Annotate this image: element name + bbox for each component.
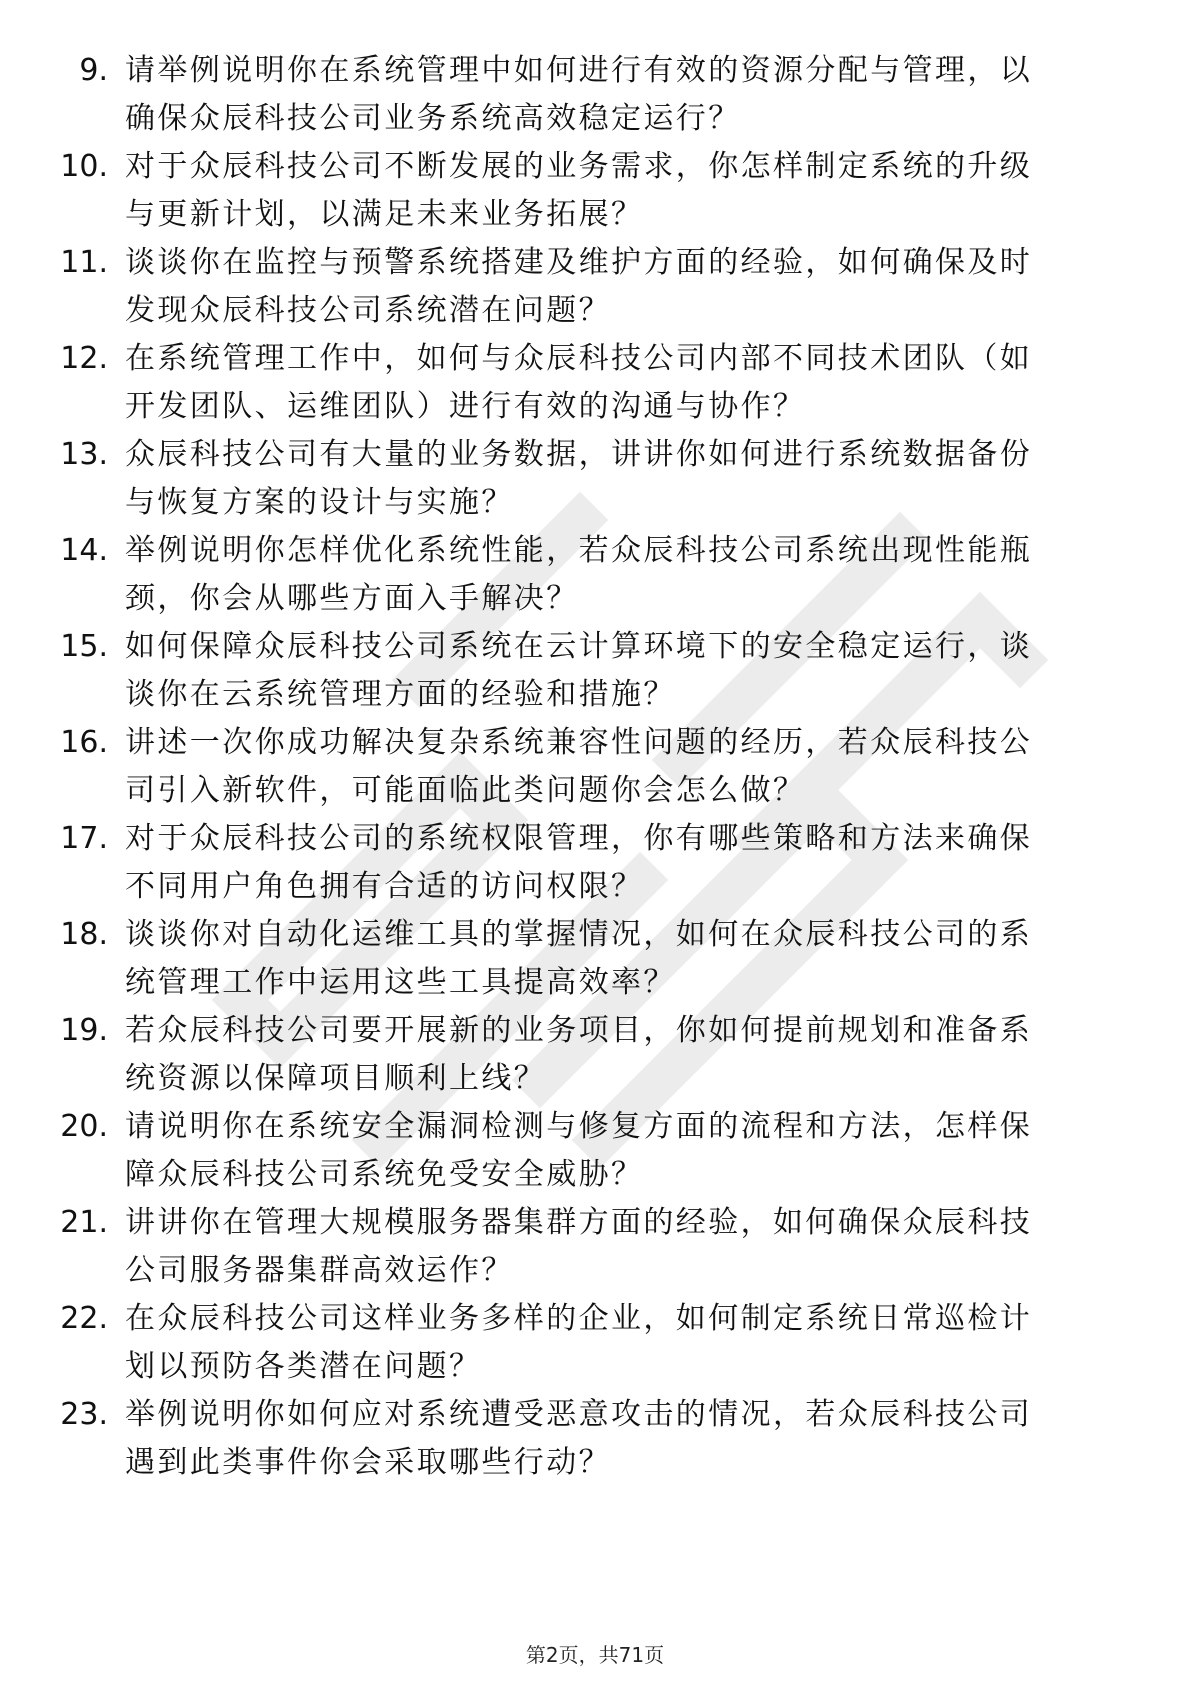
question-text-line: 颈，你会从哪些方面入手解决？ (125, 581, 579, 616)
question-item (0, 1202, 1190, 1306)
question-text-line: 谈谈你对自动化运维工具的掌握情况，如何在众辰科技公司的系 (125, 917, 1033, 952)
question-text-line: 司引入新软件，可能面临此类问题你会怎么做？ (125, 773, 806, 808)
question-number: 20. (60, 1109, 108, 1144)
question-item (0, 1010, 1190, 1114)
question-text-line: 与恢复方案的设计与实施？ (125, 485, 514, 520)
question-text-line: 障众辰科技公司系统免受安全威胁？ (125, 1157, 644, 1192)
question-item (0, 1394, 1190, 1498)
question-text-line: 对于众辰科技公司的系统权限管理，你有哪些策略和方法来确保 (125, 821, 1033, 856)
question-item (0, 242, 1190, 346)
question-text-line: 如何保障众辰科技公司系统在云计算环境下的安全稳定运行，谈 (125, 629, 1033, 664)
question-text-line: 在系统管理工作中，如何与众辰科技公司内部不同技术团队（如 (125, 341, 1033, 376)
question-number: 11. (60, 245, 108, 280)
question-number: 10. (60, 149, 108, 184)
question-item (0, 530, 1190, 634)
question-number: 15. (60, 629, 108, 664)
question-text-line: 众辰科技公司有大量的业务数据，讲讲你如何进行系统数据备份 (125, 437, 1033, 472)
question-text-line: 请说明你在系统安全漏洞检测与修复方面的流程和方法，怎样保 (125, 1109, 1033, 1144)
question-text-line: 讲述一次你成功解决复杂系统兼容性问题的经历，若众辰科技公 (125, 725, 1033, 760)
question-text-line: 开发团队、运维团队）进行有效的沟通与协作？ (125, 389, 806, 424)
question-item (0, 434, 1190, 538)
question-item (0, 50, 1190, 154)
question-number: 21. (60, 1205, 108, 1240)
question-item (0, 914, 1190, 1018)
question-item (0, 1298, 1190, 1402)
question-item (0, 626, 1190, 730)
question-number: 13. (60, 437, 108, 472)
page-footer: 第2页，共71页 (525, 1643, 665, 1667)
question-number: 18. (60, 917, 108, 952)
question-item (0, 146, 1190, 250)
question-text-line: 对于众辰科技公司不断发展的业务需求，你怎样制定系统的升级 (125, 149, 1033, 184)
question-text-line: 发现众辰科技公司系统潜在问题？ (125, 293, 611, 328)
question-text-line: 若众辰科技公司要开展新的业务项目，你如何提前规划和准备系 (125, 1013, 1033, 1048)
question-text-line: 在众辰科技公司这样业务多样的企业，如何制定系统日常巡检计 (125, 1301, 1033, 1336)
question-number: 19. (60, 1013, 108, 1048)
question-number: 9. (79, 53, 108, 88)
question-number: 17. (60, 821, 108, 856)
question-number: 12. (60, 341, 108, 376)
question-text-line: 统管理工作中运用这些工具提高效率？ (125, 965, 676, 1000)
question-text-line: 公司服务器集群高效运作？ (125, 1253, 514, 1288)
question-text-line: 确保众辰科技公司业务系统高效稳定运行？ (125, 101, 741, 136)
question-text-line: 请举例说明你在系统管理中如何进行有效的资源分配与管理，以 (125, 53, 1033, 88)
question-item (0, 722, 1190, 826)
question-text-line: 划以预防各类潜在问题？ (125, 1349, 482, 1384)
question-text-line: 讲讲你在管理大规模服务器集群方面的经验，如何确保众辰科技 (125, 1205, 1033, 1240)
question-text-line: 举例说明你怎样优化系统性能，若众辰科技公司系统出现性能瓶 (125, 533, 1033, 568)
question-number: 22. (60, 1301, 108, 1336)
question-item (0, 1106, 1190, 1210)
question-text-line: 举例说明你如何应对系统遭受恶意攻击的情况，若众辰科技公司 (125, 1397, 1033, 1432)
question-text-line: 统资源以保障项目顺利上线？ (125, 1061, 547, 1096)
question-number: 16. (60, 725, 108, 760)
question-text-line: 谈你在云系统管理方面的经验和措施？ (125, 677, 676, 712)
question-item (0, 818, 1190, 922)
question-text-line: 遇到此类事件你会采取哪些行动？ (125, 1445, 611, 1480)
question-item (0, 338, 1190, 442)
question-number: 14. (60, 533, 108, 568)
question-number: 23. (60, 1397, 108, 1432)
question-text-line: 不同用户角色拥有合适的访问权限？ (125, 869, 644, 904)
question-text-line: 谈谈你在监控与预警系统搭建及维护方面的经验，如何确保及时 (125, 245, 1033, 280)
question-text-line: 与更新计划，以满足未来业务拓展？ (125, 197, 644, 232)
